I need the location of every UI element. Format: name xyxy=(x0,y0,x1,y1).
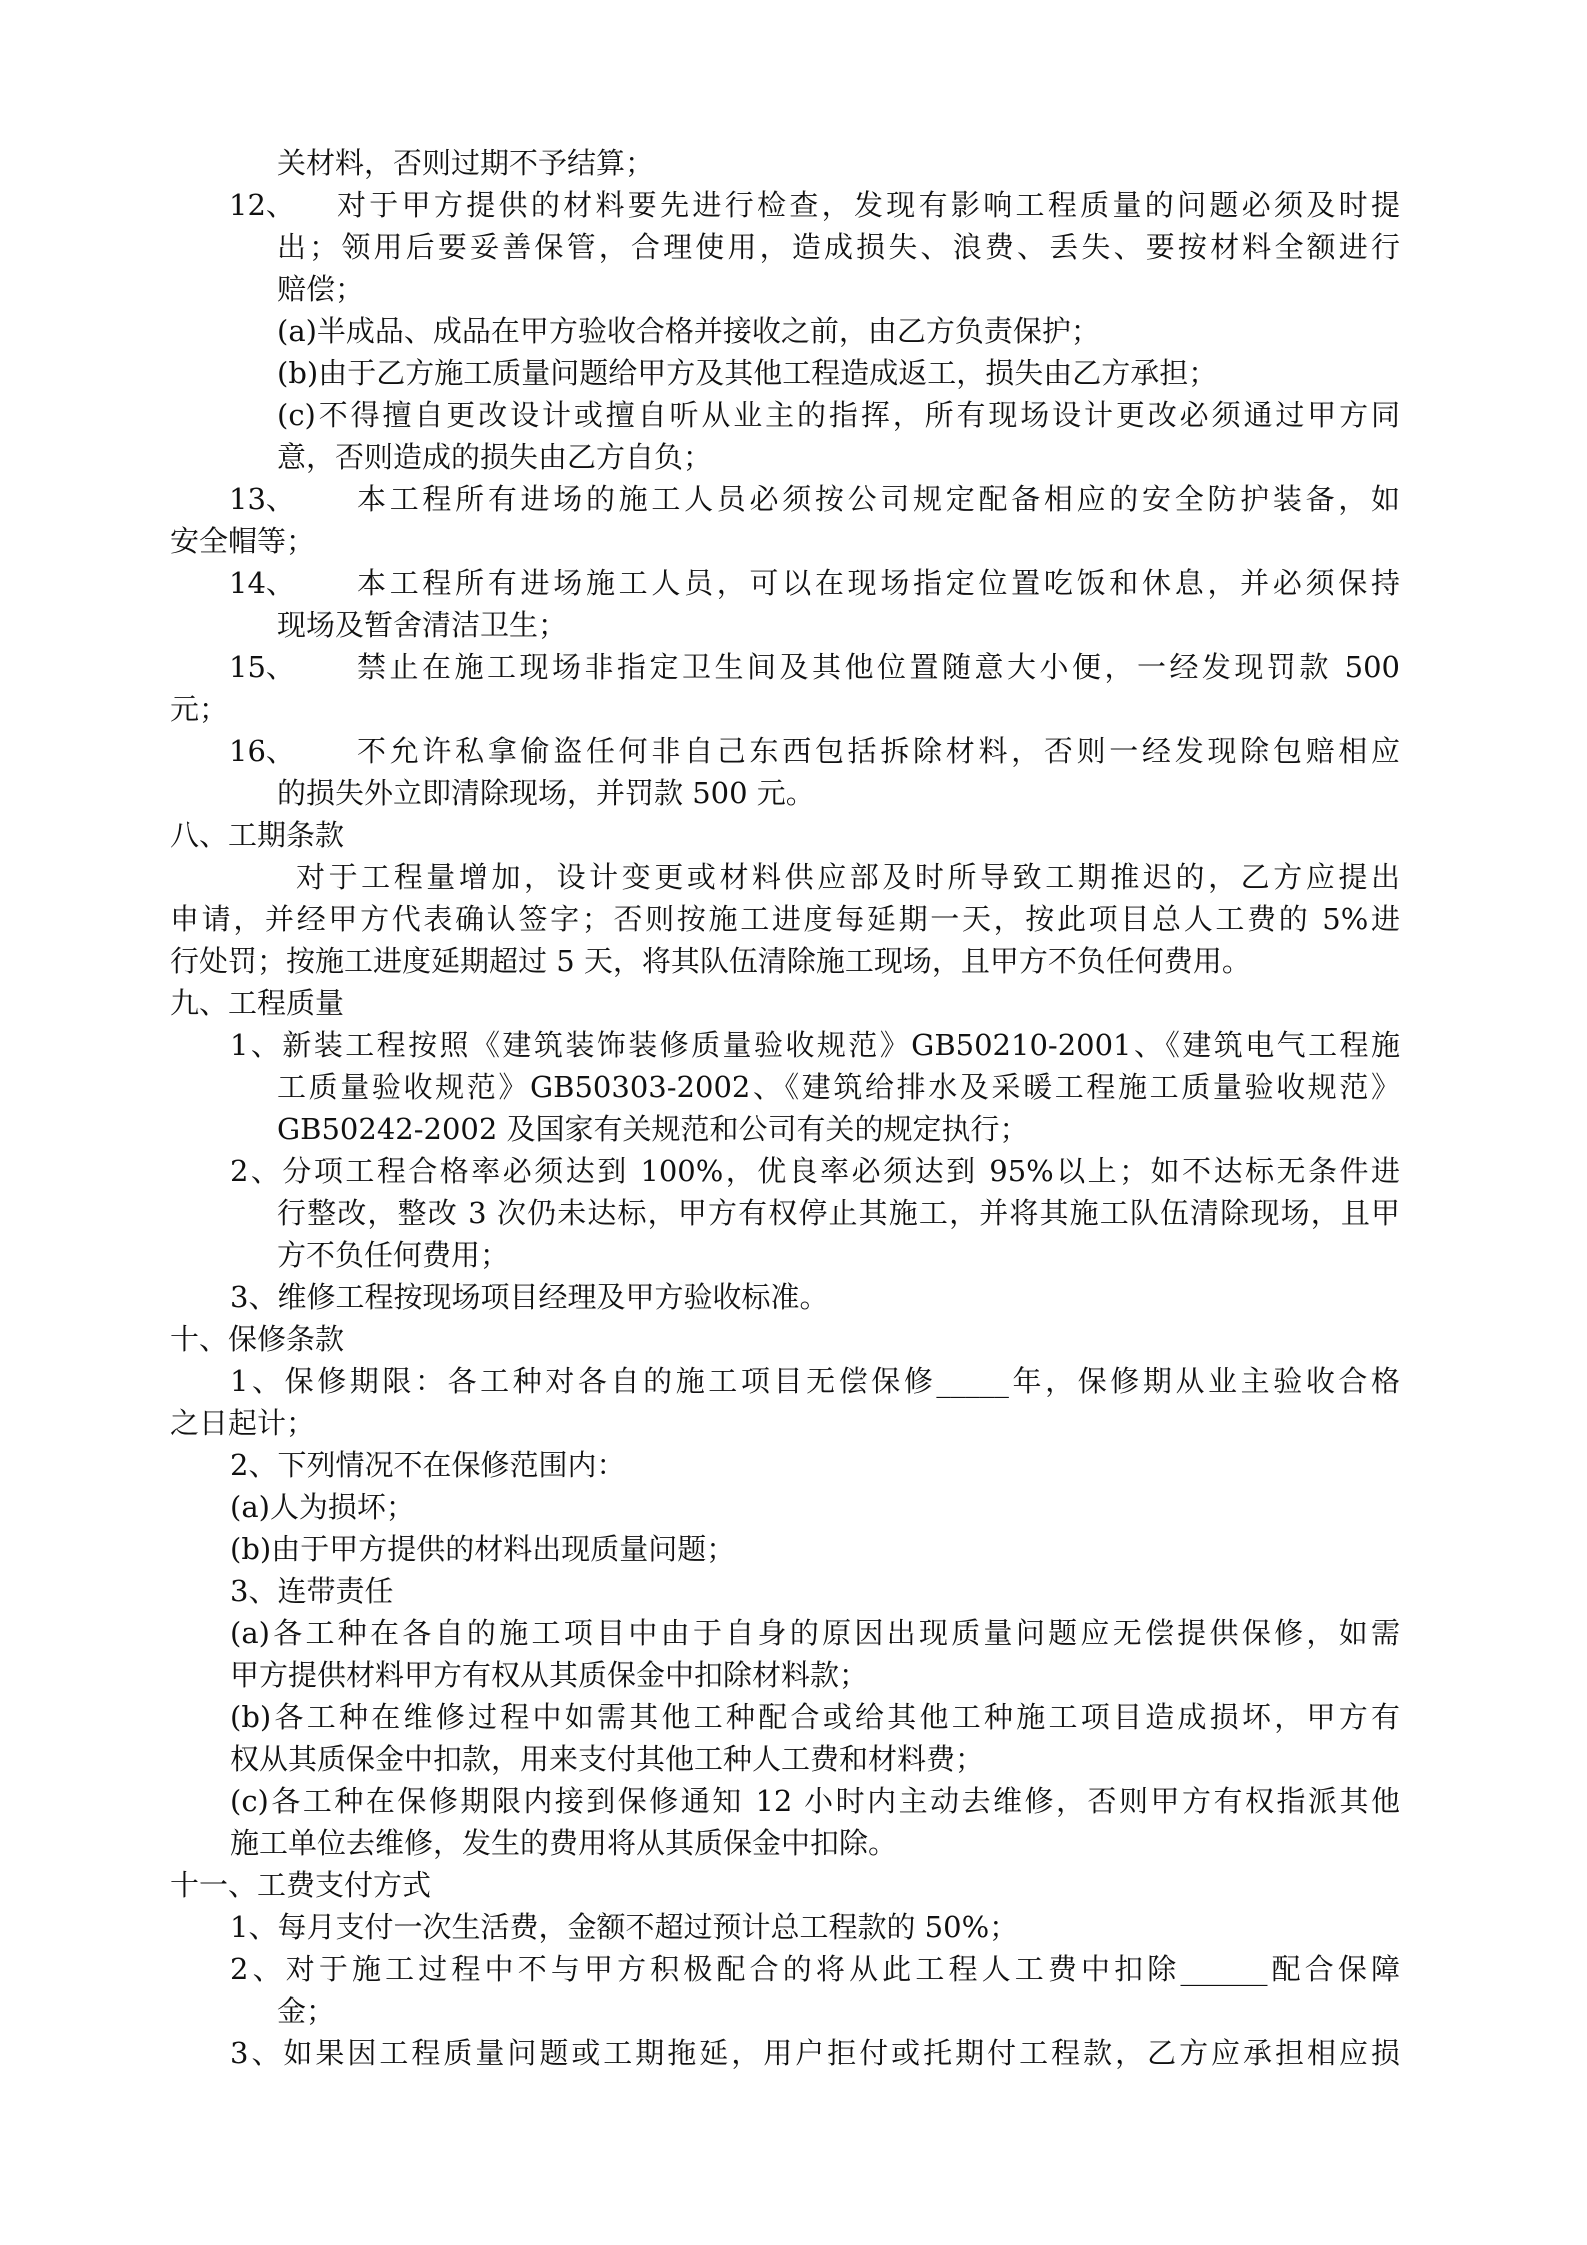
section-10-item-2: 2、下列情况不在保修范围内： xyxy=(230,1448,626,1482)
section-11-item-1: 1、每月支付一次生活费，金额不超过预计总工程款的 50%； xyxy=(230,1910,1019,1944)
clause-12-item-c-line-2: 意，否则造成的损失由乙方自负； xyxy=(277,440,713,474)
section-10-item-1-line-1: 1、保修期限：各工种对各自的施工项目无偿保修_____年，保修期从业主验收合格 xyxy=(230,1364,1400,1398)
section-9-item-1-line-2: 工质量验收规范》GB50303-2002、《建筑给排水及采暖工程施工质量验收规范》 xyxy=(277,1070,1400,1104)
clause-15-line-2: 元； xyxy=(170,692,229,726)
section-9-item-1-line-3: GB50242-2002 及国家有关规范和公司有关的规定执行； xyxy=(277,1112,1029,1146)
section-8-para-line-3: 行处罚；按施工进度延期超过 5 天，将其队伍清除施工现场，且甲方不负任何费用。 xyxy=(170,944,1251,978)
section-10-item-3-a-line-1: (a)各工种在各自的施工项目中由于自身的原因出现质量问题应无偿提供保修，如需 xyxy=(230,1616,1400,1650)
section-10-item-3: 3、连带责任 xyxy=(230,1574,394,1608)
section-8-para-line-1: 对于工程量增加，设计变更或材料供应部及时所导致工期推迟的，乙方应提出 xyxy=(296,860,1400,894)
clause-16-line-2: 的损失外立即清除现场，并罚款 500 元。 xyxy=(277,776,815,810)
section-8-para-line-2: 申请，并经甲方代表确认签字；否则按施工进度每延期一天，按此项目总人工费的 5%进 xyxy=(170,902,1400,936)
clause-14-line-2: 现场及暂舍清洁卫生； xyxy=(277,608,568,642)
clause-12-item-a: (a)半成品、成品在甲方验收合格并接收之前，由乙方负责保护； xyxy=(277,314,1100,348)
clause-12-item-b: (b)由于乙方施工质量问题给甲方及其他工程造成返工，损失由乙方承担； xyxy=(277,356,1218,390)
clause-14-line-1: 本工程所有进场施工人员，可以在现场指定位置吃饭和休息，并必须保持 xyxy=(357,566,1400,600)
clause-11-continuation: 关材料，否则过期不予结算； xyxy=(277,146,655,180)
section-9-item-1-line-1: 1、新装工程按照《建筑装饰装修质量验收规范》GB50210-2001、《建筑电气工程施 xyxy=(230,1028,1400,1062)
section-9-item-3: 3、维修工程按现场项目经理及甲方验收标准。 xyxy=(230,1280,829,1314)
section-10-item-3-c-line-1: (c)各工种在保修期限内接到保修通知 12 小时内主动去维修，否则甲方有权指派其他 xyxy=(230,1784,1400,1818)
section-9-heading: 九、工程质量 xyxy=(170,986,345,1020)
clause-13-line-2: 安全帽等； xyxy=(170,524,316,558)
clause-12-line-3: 赔偿； xyxy=(277,272,365,306)
clause-16-line-1: 不允许私拿偷盗任何非自己东西包括拆除材料，否则一经发现除包赔相应 xyxy=(357,734,1400,768)
section-10-heading: 十、保修条款 xyxy=(170,1322,345,1356)
section-8-heading: 八、工期条款 xyxy=(170,818,345,852)
clause-13-number: 13、 xyxy=(229,482,295,516)
clause-12-item-c-line-1: (c)不得擅自更改设计或擅自听从业主的指挥，所有现场设计更改必须通过甲方同 xyxy=(277,398,1400,432)
clause-14-number: 14、 xyxy=(229,566,295,600)
clause-13-line-1: 本工程所有进场的施工人员必须按公司规定配备相应的安全防护装备，如 xyxy=(357,482,1400,516)
clause-16-number: 16、 xyxy=(229,734,295,768)
section-9-item-2-line-2: 行整改，整改 3 次仍未达标，甲方有权停止其施工，并将其施工队伍清除现场，且甲 xyxy=(277,1196,1400,1230)
section-10-item-3-a-line-2: 甲方提供材料甲方有权从其质保金中扣除材料款； xyxy=(230,1658,869,1692)
section-9-item-2-line-3: 方不负任何费用； xyxy=(277,1238,510,1272)
section-10-item-1-line-2: 之日起计； xyxy=(170,1406,316,1440)
section-10-item-2-b: (b)由于甲方提供的材料出现质量问题； xyxy=(230,1532,736,1566)
clause-15-line-1: 禁止在施工现场非指定卫生间及其他位置随意大小便，一经发现罚款 500 xyxy=(357,650,1400,684)
section-10-item-3-b-line-1: (b)各工种在维修过程中如需其他工种配合或给其他工种施工项目造成损坏，甲方有 xyxy=(230,1700,1400,1734)
section-9-item-2-line-1: 2、分项工程合格率必须达到 100%，优良率必须达到 95%以上；如不达标无条件进 xyxy=(230,1154,1400,1188)
section-11-item-3-line-1: 3、如果因工程质量问题或工期拖延，用户拒付或托期付工程款，乙方应承担相应损 xyxy=(230,2036,1400,2070)
clause-15-number: 15、 xyxy=(229,650,295,684)
clause-12-line-1: 对于甲方提供的材料要先进行检查，发现有影响工程质量的问题必须及时提 xyxy=(337,188,1400,222)
section-11-item-2-line-1: 2、对于施工过程中不与甲方积极配合的将从此工程人工费中扣除______配合保障 xyxy=(230,1952,1400,1986)
section-11-item-2-line-2: 金； xyxy=(277,1994,336,2028)
section-10-item-3-c-line-2: 施工单位去维修，发生的费用将从其质保金中扣除。 xyxy=(230,1826,898,1860)
section-11-heading: 十一、工费支付方式 xyxy=(170,1868,432,1902)
section-10-item-2-a: (a)人为损坏； xyxy=(230,1490,415,1524)
section-10-item-3-b-line-2: 权从其质保金中扣款，用来支付其他工种人工费和材料费； xyxy=(230,1742,985,1776)
clause-12-number: 12、 xyxy=(229,188,295,222)
clause-12-line-2: 出；领用后要妥善保管，合理使用，造成损失、浪费、丢失、要按材料全额进行 xyxy=(277,230,1400,264)
